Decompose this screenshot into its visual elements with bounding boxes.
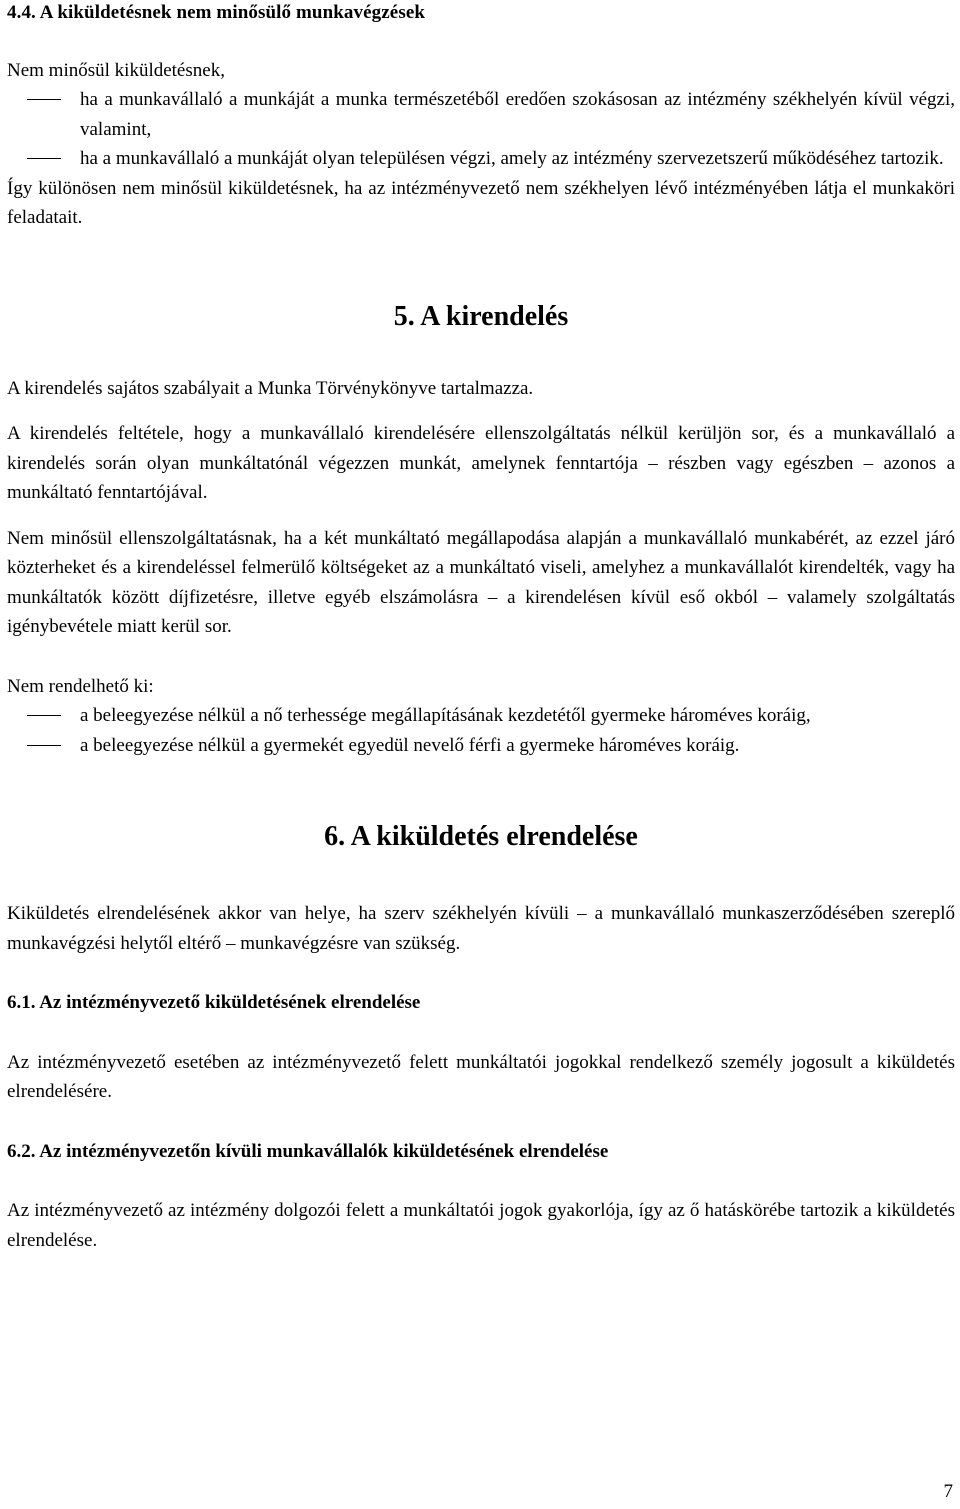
section-4-4-list bbox=[7, 85, 955, 174]
section-5-paragraph-3: Nem minősül ellenszolgáltatásnak, ha a két munkáltató megállapodása alapján a munkavállaló munkabérét, az ezzel járó közterheket és a kirendeléssel felmerülő költségeket az a munkáltató viseli, amelyhez a munkavállalót kirendelték, vagy ha munkáltatók között díjfizetésre, illetve egyéb elszámolásra – a kirendelésen kívül eső okból – valamely szolgáltatás igénybevétele miatt kerül sor. bbox=[7, 527, 955, 637]
dash-bullet bbox=[27, 745, 61, 746]
section-6-1-heading: 6.1. Az intézményvezető kiküldetésének elrendelése bbox=[7, 992, 421, 1013]
section-6-1-text: Az intézményvezető esetében az intézményvezető felett munkáltatói jogokkal rendelkező személy jogosult a kiküldetés elrendelésére. bbox=[7, 1051, 955, 1102]
list-item-text: a beleegyezése nélkül a nő terhessége megállapításának kezdetétől gyermeke hároméves koráig, bbox=[80, 705, 811, 726]
section-5-paragraph-4: Nem rendelhető ki: bbox=[7, 675, 154, 697]
section-4-4-note: Így különösen nem minősül kiküldetésnek, ha az intézményvezető nem székhelyen lévő intézményében látja el munkaköri feladatait. bbox=[7, 177, 955, 228]
section-6-paragraph-1: Kiküldetés elrendelésének akkor van helye, ha szerv székhelyén kívüli – a munkavállaló munkaszerződésében szereplő munkavégzési helytől eltérő – munkavégzésre van szükség. bbox=[7, 903, 955, 954]
list-item bbox=[7, 731, 955, 761]
section-4-4-heading: 4.4. A kiküldetésnek nem minősülő munkavégzések bbox=[7, 2, 426, 23]
list-item bbox=[7, 701, 955, 731]
dash-bullet bbox=[27, 99, 61, 100]
section-5-paragraph-2: A kirendelés feltétele, hogy a munkavállaló kirendelésére ellenszolgáltatás nélkül kerüljön sor, és a munkavállaló a kirendelés során olyan munkáltatónál végezzen munkát, amelynek fenntartója – részben vagy egészben – azonos a munkáltató fenntartójával. bbox=[7, 423, 955, 503]
list-item-text: ha a munkavállaló a munkáját olyan településen végzi, amely az intézmény szervezetszerű működéséhez tartozik. bbox=[80, 148, 944, 169]
list-item bbox=[7, 85, 955, 144]
section-5-list bbox=[7, 701, 955, 760]
list-item bbox=[7, 144, 955, 174]
section-6-2-heading: 6.2. Az intézményvezetőn kívüli munkavállalók kiküldetésének elrendelése bbox=[7, 1140, 609, 1162]
dash-bullet bbox=[27, 715, 61, 716]
dash-bullet bbox=[27, 158, 61, 159]
section-6-heading: 6. A kiküldetés elrendelése bbox=[324, 821, 638, 852]
section-4-4-intro: Nem minősül kiküldetésnek, bbox=[7, 59, 225, 81]
section-6-2-text: Az intézményvezető az intézmény dolgozói felett a munkáltatói jogok gyakorlója, így az ő hatáskörébe tartozik a kiküldetés elrendelése. bbox=[7, 1200, 955, 1251]
section-5-heading: 5. A kirendelés bbox=[393, 300, 569, 332]
section-5-paragraph-1: A kirendelés sajátos szabályait a Munka Törvénykönyve tartalmazza. bbox=[7, 377, 534, 399]
list-item-text: a beleegyezése nélkül a gyermekét egyedül nevelő férfi a gyermeke hároméves koráig. bbox=[80, 734, 740, 756]
page-number: 7 bbox=[943, 1481, 953, 1502]
document-page bbox=[7, 0, 955, 1255]
list-item-text: ha a munkavállaló a munkáját a munka természetéből eredően szokásosan az intézmény székhelyén kívül végzi, valamint, bbox=[80, 89, 955, 140]
